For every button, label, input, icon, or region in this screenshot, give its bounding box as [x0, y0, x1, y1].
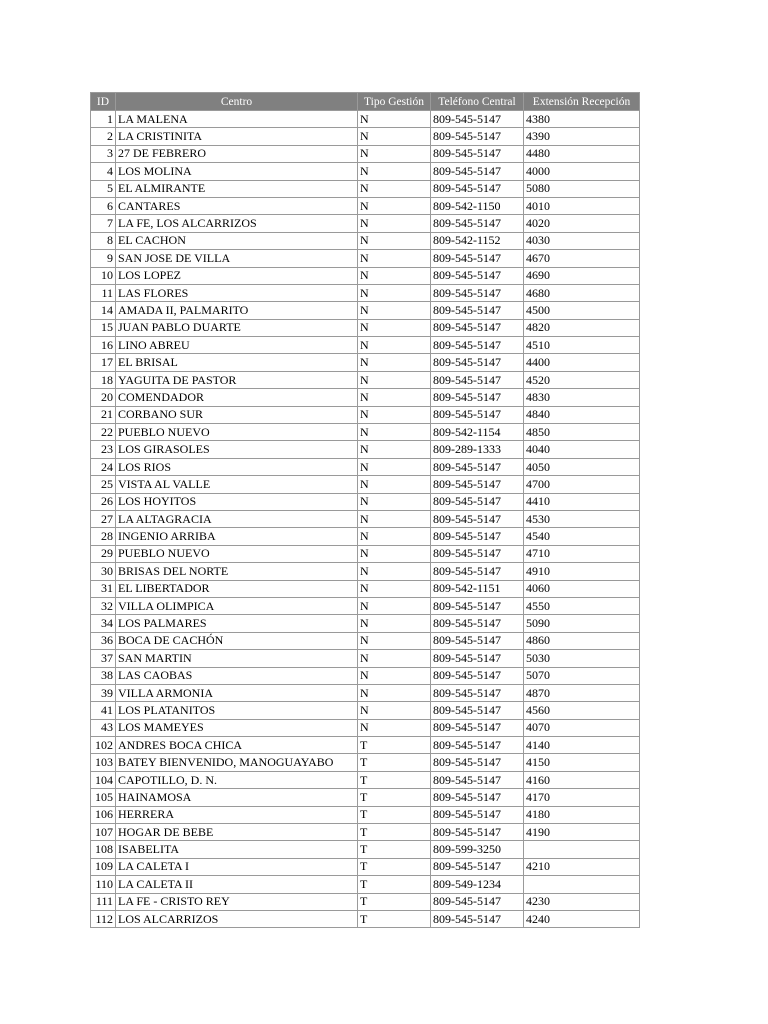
cell-id: 43 — [91, 719, 116, 736]
cell-tipo-gestion: N — [358, 354, 431, 371]
cell-centro: EL ALMIRANTE — [116, 180, 358, 197]
table-row — [91, 232, 640, 249]
cell-centro: CAPOTILLO, D. N. — [116, 771, 358, 788]
cell-telefono-central: 809-289-1333 — [431, 441, 524, 458]
cell-telefono-central: 809-545-5147 — [431, 893, 524, 910]
table-row — [91, 702, 640, 719]
cell-centro: LAS CAOBAS — [116, 667, 358, 684]
cell-telefono-central: 809-545-5147 — [431, 215, 524, 232]
cell-id: 31 — [91, 580, 116, 597]
cell-centro: LOS MAMEYES — [116, 719, 358, 736]
cell-centro: LOS MOLINA — [116, 163, 358, 180]
cell-tipo-gestion: N — [358, 563, 431, 580]
cell-tipo-gestion: N — [358, 493, 431, 510]
cell-extension-recepcion: 4240 — [524, 910, 640, 927]
cell-centro: COMENDADOR — [116, 389, 358, 406]
table-row — [91, 302, 640, 319]
cell-extension-recepcion: 4060 — [524, 580, 640, 597]
cell-telefono-central: 809-545-5147 — [431, 250, 524, 267]
cell-centro: YAGUITA DE PASTOR — [116, 371, 358, 388]
cell-id: 16 — [91, 337, 116, 354]
cell-tipo-gestion: N — [358, 389, 431, 406]
cell-tipo-gestion: N — [358, 441, 431, 458]
table-row — [91, 597, 640, 614]
cell-id: 7 — [91, 215, 116, 232]
cell-id: 25 — [91, 476, 116, 493]
cell-extension-recepcion: 4680 — [524, 284, 640, 301]
cell-tipo-gestion: N — [358, 580, 431, 597]
cell-extension-recepcion: 4070 — [524, 719, 640, 736]
cell-extension-recepcion: 5030 — [524, 650, 640, 667]
cell-tipo-gestion: N — [358, 406, 431, 423]
cell-id: 21 — [91, 406, 116, 423]
cell-centro: LINO ABREU — [116, 337, 358, 354]
cell-telefono-central: 809-542-1154 — [431, 424, 524, 441]
cell-id: 20 — [91, 389, 116, 406]
cell-telefono-central: 809-545-5147 — [431, 354, 524, 371]
table-row — [91, 180, 640, 197]
cell-centro: BRISAS DEL NORTE — [116, 563, 358, 580]
cell-tipo-gestion: N — [358, 545, 431, 562]
cell-extension-recepcion: 4530 — [524, 510, 640, 527]
cell-telefono-central: 809-545-5147 — [431, 597, 524, 614]
table-row — [91, 145, 640, 162]
cell-id: 18 — [91, 371, 116, 388]
cell-tipo-gestion: N — [358, 267, 431, 284]
cell-extension-recepcion: 4500 — [524, 302, 640, 319]
table-row — [91, 337, 640, 354]
cell-telefono-central: 809-545-5147 — [431, 719, 524, 736]
cell-centro: LA CALETA I — [116, 858, 358, 875]
cell-extension-recepcion: 4140 — [524, 737, 640, 754]
cell-extension-recepcion: 4540 — [524, 528, 640, 545]
cell-telefono-central: 809-545-5147 — [431, 371, 524, 388]
cell-telefono-central: 809-545-5147 — [431, 563, 524, 580]
cell-extension-recepcion: 4520 — [524, 371, 640, 388]
cell-tipo-gestion: N — [358, 128, 431, 145]
cell-extension-recepcion: 4030 — [524, 232, 640, 249]
table-row — [91, 545, 640, 562]
cell-telefono-central: 809-545-5147 — [431, 824, 524, 841]
cell-id: 27 — [91, 510, 116, 527]
cell-telefono-central: 809-545-5147 — [431, 910, 524, 927]
cell-id: 41 — [91, 702, 116, 719]
cell-id: 106 — [91, 806, 116, 823]
cell-id: 111 — [91, 893, 116, 910]
cell-telefono-central: 809-545-5147 — [431, 111, 524, 128]
cell-id: 29 — [91, 545, 116, 562]
cell-id: 1 — [91, 111, 116, 128]
cell-tipo-gestion: N — [358, 319, 431, 336]
table-row — [91, 476, 640, 493]
cell-id: 23 — [91, 441, 116, 458]
cell-extension-recepcion: 4840 — [524, 406, 640, 423]
cell-id: 112 — [91, 910, 116, 927]
table-row — [91, 824, 640, 841]
cell-tipo-gestion: T — [358, 858, 431, 875]
table-row — [91, 493, 640, 510]
cell-telefono-central: 809-545-5147 — [431, 337, 524, 354]
cell-id: 104 — [91, 771, 116, 788]
table-row — [91, 841, 640, 858]
table-row — [91, 876, 640, 893]
table-row — [91, 893, 640, 910]
cell-tipo-gestion: N — [358, 284, 431, 301]
table-row — [91, 354, 640, 371]
cell-centro: LA MALENA — [116, 111, 358, 128]
cell-tipo-gestion: N — [358, 215, 431, 232]
cell-centro: EL LIBERTADOR — [116, 580, 358, 597]
header-telefono-central: Teléfono Central — [431, 93, 524, 111]
cell-tipo-gestion: N — [358, 337, 431, 354]
cell-extension-recepcion: 4180 — [524, 806, 640, 823]
cell-telefono-central: 809-545-5147 — [431, 650, 524, 667]
cell-centro: LA CALETA II — [116, 876, 358, 893]
cell-telefono-central: 809-545-5147 — [431, 319, 524, 336]
table-row — [91, 563, 640, 580]
cell-id: 17 — [91, 354, 116, 371]
cell-id: 9 — [91, 250, 116, 267]
cell-id: 103 — [91, 754, 116, 771]
table-row — [91, 406, 640, 423]
table-row — [91, 650, 640, 667]
table-row — [91, 684, 640, 701]
cell-centro: HAINAMOSA — [116, 789, 358, 806]
cell-telefono-central: 809-545-5147 — [431, 458, 524, 475]
cell-extension-recepcion: 4010 — [524, 197, 640, 214]
cell-extension-recepcion: 4830 — [524, 389, 640, 406]
cell-telefono-central: 809-545-5147 — [431, 510, 524, 527]
cell-tipo-gestion: T — [358, 824, 431, 841]
cell-tipo-gestion: T — [358, 737, 431, 754]
cell-tipo-gestion: T — [358, 910, 431, 927]
cell-centro: VILLA ARMONIA — [116, 684, 358, 701]
cell-extension-recepcion: 4390 — [524, 128, 640, 145]
cell-centro: INGENIO ARRIBA — [116, 528, 358, 545]
cell-centro: LOS PALMARES — [116, 615, 358, 632]
cell-centro: CANTARES — [116, 197, 358, 214]
cell-telefono-central: 809-549-1234 — [431, 876, 524, 893]
cell-extension-recepcion: 4040 — [524, 441, 640, 458]
table-row — [91, 111, 640, 128]
cell-centro: EL BRISAL — [116, 354, 358, 371]
cell-centro: EL CACHON — [116, 232, 358, 249]
cell-extension-recepcion: 4400 — [524, 354, 640, 371]
cell-centro: LA FE - CRISTO REY — [116, 893, 358, 910]
header-centro: Centro — [116, 93, 358, 111]
cell-centro: ANDRES BOCA CHICA — [116, 737, 358, 754]
cell-centro: VISTA AL VALLE — [116, 476, 358, 493]
cell-extension-recepcion: 4700 — [524, 476, 640, 493]
cell-tipo-gestion: N — [358, 371, 431, 388]
cell-extension-recepcion — [524, 876, 640, 893]
cell-extension-recepcion: 5080 — [524, 180, 640, 197]
cell-extension-recepcion: 4820 — [524, 319, 640, 336]
cell-tipo-gestion: N — [358, 650, 431, 667]
cell-tipo-gestion: N — [358, 302, 431, 319]
table-row — [91, 910, 640, 927]
cell-telefono-central: 809-545-5147 — [431, 163, 524, 180]
cell-centro: LOS PLATANITOS — [116, 702, 358, 719]
cell-centro: PUEBLO NUEVO — [116, 424, 358, 441]
cell-tipo-gestion: N — [358, 667, 431, 684]
table-row — [91, 197, 640, 214]
cell-tipo-gestion: N — [358, 719, 431, 736]
table-row — [91, 441, 640, 458]
table-row — [91, 615, 640, 632]
header-extension-recepcion: Extensión Recepción — [524, 93, 640, 111]
header-id: ID — [91, 93, 116, 111]
cell-telefono-central: 809-545-5147 — [431, 806, 524, 823]
cell-id: 38 — [91, 667, 116, 684]
cell-centro: CORBANO SUR — [116, 406, 358, 423]
cell-extension-recepcion: 4210 — [524, 858, 640, 875]
cell-extension-recepcion: 4910 — [524, 563, 640, 580]
cell-id: 105 — [91, 789, 116, 806]
cell-id: 24 — [91, 458, 116, 475]
table-row — [91, 737, 640, 754]
cell-telefono-central: 809-545-5147 — [431, 389, 524, 406]
cell-telefono-central: 809-545-5147 — [431, 667, 524, 684]
table-row — [91, 424, 640, 441]
cell-centro: HERRERA — [116, 806, 358, 823]
table-row — [91, 510, 640, 527]
cell-tipo-gestion: N — [358, 632, 431, 649]
cell-extension-recepcion: 5070 — [524, 667, 640, 684]
cell-tipo-gestion: N — [358, 510, 431, 527]
cell-tipo-gestion: N — [358, 145, 431, 162]
cell-extension-recepcion: 4560 — [524, 702, 640, 719]
table-row — [91, 771, 640, 788]
cell-tipo-gestion: T — [358, 893, 431, 910]
cell-id: 26 — [91, 493, 116, 510]
cell-id: 39 — [91, 684, 116, 701]
table-row — [91, 528, 640, 545]
cell-id: 37 — [91, 650, 116, 667]
cell-tipo-gestion: N — [358, 180, 431, 197]
cell-telefono-central: 809-545-5147 — [431, 128, 524, 145]
cell-tipo-gestion: T — [358, 754, 431, 771]
table-row — [91, 319, 640, 336]
cell-centro: ISABELITA — [116, 841, 358, 858]
cell-telefono-central: 809-599-3250 — [431, 841, 524, 858]
cell-extension-recepcion: 4860 — [524, 632, 640, 649]
cell-extension-recepcion: 4510 — [524, 337, 640, 354]
cell-tipo-gestion: N — [358, 197, 431, 214]
cell-telefono-central: 809-545-5147 — [431, 284, 524, 301]
cell-id: 11 — [91, 284, 116, 301]
cell-telefono-central: 809-545-5147 — [431, 702, 524, 719]
cell-id: 4 — [91, 163, 116, 180]
cell-tipo-gestion: N — [358, 424, 431, 441]
cell-tipo-gestion: N — [358, 232, 431, 249]
cell-id: 109 — [91, 858, 116, 875]
cell-telefono-central: 809-542-1151 — [431, 580, 524, 597]
table-body — [91, 111, 640, 928]
table-header-row — [91, 93, 640, 111]
cell-telefono-central: 809-545-5147 — [431, 476, 524, 493]
cell-id: 3 — [91, 145, 116, 162]
cell-extension-recepcion: 4480 — [524, 145, 640, 162]
cell-id: 102 — [91, 737, 116, 754]
cell-centro: LA FE, LOS ALCARRIZOS — [116, 215, 358, 232]
cell-extension-recepcion: 5090 — [524, 615, 640, 632]
cell-id: 28 — [91, 528, 116, 545]
cell-telefono-central: 809-542-1152 — [431, 232, 524, 249]
cell-tipo-gestion: T — [358, 771, 431, 788]
cell-id: 15 — [91, 319, 116, 336]
cell-extension-recepcion: 4230 — [524, 893, 640, 910]
cell-tipo-gestion: N — [358, 702, 431, 719]
cell-tipo-gestion: T — [358, 806, 431, 823]
cell-telefono-central: 809-545-5147 — [431, 406, 524, 423]
cell-telefono-central: 809-545-5147 — [431, 737, 524, 754]
cell-extension-recepcion: 4020 — [524, 215, 640, 232]
table-row — [91, 215, 640, 232]
cell-extension-recepcion: 4170 — [524, 789, 640, 806]
table-row — [91, 458, 640, 475]
cell-centro: VILLA OLIMPICA — [116, 597, 358, 614]
cell-telefono-central: 809-545-5147 — [431, 145, 524, 162]
cell-tipo-gestion: T — [358, 841, 431, 858]
cell-tipo-gestion: N — [358, 111, 431, 128]
cell-tipo-gestion: N — [358, 597, 431, 614]
cell-tipo-gestion: N — [358, 250, 431, 267]
table-row — [91, 163, 640, 180]
cell-telefono-central: 809-545-5147 — [431, 615, 524, 632]
table-row — [91, 754, 640, 771]
cell-centro: LOS ALCARRIZOS — [116, 910, 358, 927]
cell-id: 30 — [91, 563, 116, 580]
cell-id: 6 — [91, 197, 116, 214]
cell-telefono-central: 809-545-5147 — [431, 771, 524, 788]
cell-extension-recepcion: 4710 — [524, 545, 640, 562]
cell-centro: LA ALTAGRACIA — [116, 510, 358, 527]
table-row — [91, 580, 640, 597]
cell-id: 36 — [91, 632, 116, 649]
cell-extension-recepcion: 4380 — [524, 111, 640, 128]
cell-centro: SAN JOSE DE VILLA — [116, 250, 358, 267]
cell-extension-recepcion: 4190 — [524, 824, 640, 841]
cell-centro: PUEBLO NUEVO — [116, 545, 358, 562]
cell-centro: LAS FLORES — [116, 284, 358, 301]
cell-extension-recepcion: 4050 — [524, 458, 640, 475]
table-row — [91, 806, 640, 823]
cell-extension-recepcion — [524, 841, 640, 858]
table-row — [91, 667, 640, 684]
document-page — [90, 92, 639, 928]
cell-id: 2 — [91, 128, 116, 145]
cell-tipo-gestion: N — [358, 528, 431, 545]
cell-centro: BATEY BIENVENIDO, MANOGUAYABO — [116, 754, 358, 771]
header-tipo-gestion: Tipo Gestión — [358, 93, 431, 111]
cell-extension-recepcion: 4870 — [524, 684, 640, 701]
cell-tipo-gestion: N — [358, 684, 431, 701]
cell-centro: SAN MARTIN — [116, 650, 358, 667]
cell-centro: LOS GIRASOLES — [116, 441, 358, 458]
cell-telefono-central: 809-545-5147 — [431, 684, 524, 701]
cell-tipo-gestion: T — [358, 876, 431, 893]
cell-id: 32 — [91, 597, 116, 614]
cell-tipo-gestion: T — [358, 789, 431, 806]
cell-tipo-gestion: N — [358, 458, 431, 475]
table-row — [91, 371, 640, 388]
table-row — [91, 389, 640, 406]
cell-telefono-central: 809-545-5147 — [431, 632, 524, 649]
table-row — [91, 858, 640, 875]
cell-id: 110 — [91, 876, 116, 893]
cell-extension-recepcion: 4000 — [524, 163, 640, 180]
cell-id: 8 — [91, 232, 116, 249]
cell-tipo-gestion: N — [358, 163, 431, 180]
cell-telefono-central: 809-542-1150 — [431, 197, 524, 214]
cell-telefono-central: 809-545-5147 — [431, 858, 524, 875]
table-row — [91, 789, 640, 806]
cell-extension-recepcion: 4850 — [524, 424, 640, 441]
table-row — [91, 719, 640, 736]
table-row — [91, 267, 640, 284]
cell-extension-recepcion: 4670 — [524, 250, 640, 267]
cell-telefono-central: 809-545-5147 — [431, 754, 524, 771]
cell-centro: JUAN PABLO DUARTE — [116, 319, 358, 336]
table-row — [91, 128, 640, 145]
cell-centro: BOCA DE CACHÓN — [116, 632, 358, 649]
cell-tipo-gestion: N — [358, 476, 431, 493]
table-row — [91, 250, 640, 267]
table-row — [91, 284, 640, 301]
cell-centro: LA CRISTINITA — [116, 128, 358, 145]
cell-centro: AMADA II, PALMARITO — [116, 302, 358, 319]
cell-extension-recepcion: 4550 — [524, 597, 640, 614]
cell-telefono-central: 809-545-5147 — [431, 180, 524, 197]
cell-centro: HOGAR DE BEBE — [116, 824, 358, 841]
cell-id: 108 — [91, 841, 116, 858]
cell-id: 10 — [91, 267, 116, 284]
cell-telefono-central: 809-545-5147 — [431, 545, 524, 562]
cell-tipo-gestion: N — [358, 615, 431, 632]
cell-extension-recepcion: 4690 — [524, 267, 640, 284]
centers-table — [90, 92, 640, 928]
cell-extension-recepcion: 4160 — [524, 771, 640, 788]
cell-extension-recepcion: 4410 — [524, 493, 640, 510]
cell-centro: LOS RIOS — [116, 458, 358, 475]
cell-id: 22 — [91, 424, 116, 441]
cell-extension-recepcion: 4150 — [524, 754, 640, 771]
cell-centro: LOS HOYITOS — [116, 493, 358, 510]
cell-telefono-central: 809-545-5147 — [431, 493, 524, 510]
cell-telefono-central: 809-545-5147 — [431, 789, 524, 806]
cell-id: 14 — [91, 302, 116, 319]
cell-telefono-central: 809-545-5147 — [431, 528, 524, 545]
cell-id: 5 — [91, 180, 116, 197]
cell-id: 34 — [91, 615, 116, 632]
table-row — [91, 632, 640, 649]
cell-centro: 27 DE FEBRERO — [116, 145, 358, 162]
cell-telefono-central: 809-545-5147 — [431, 267, 524, 284]
cell-telefono-central: 809-545-5147 — [431, 302, 524, 319]
cell-centro: LOS LOPEZ — [116, 267, 358, 284]
cell-id: 107 — [91, 824, 116, 841]
